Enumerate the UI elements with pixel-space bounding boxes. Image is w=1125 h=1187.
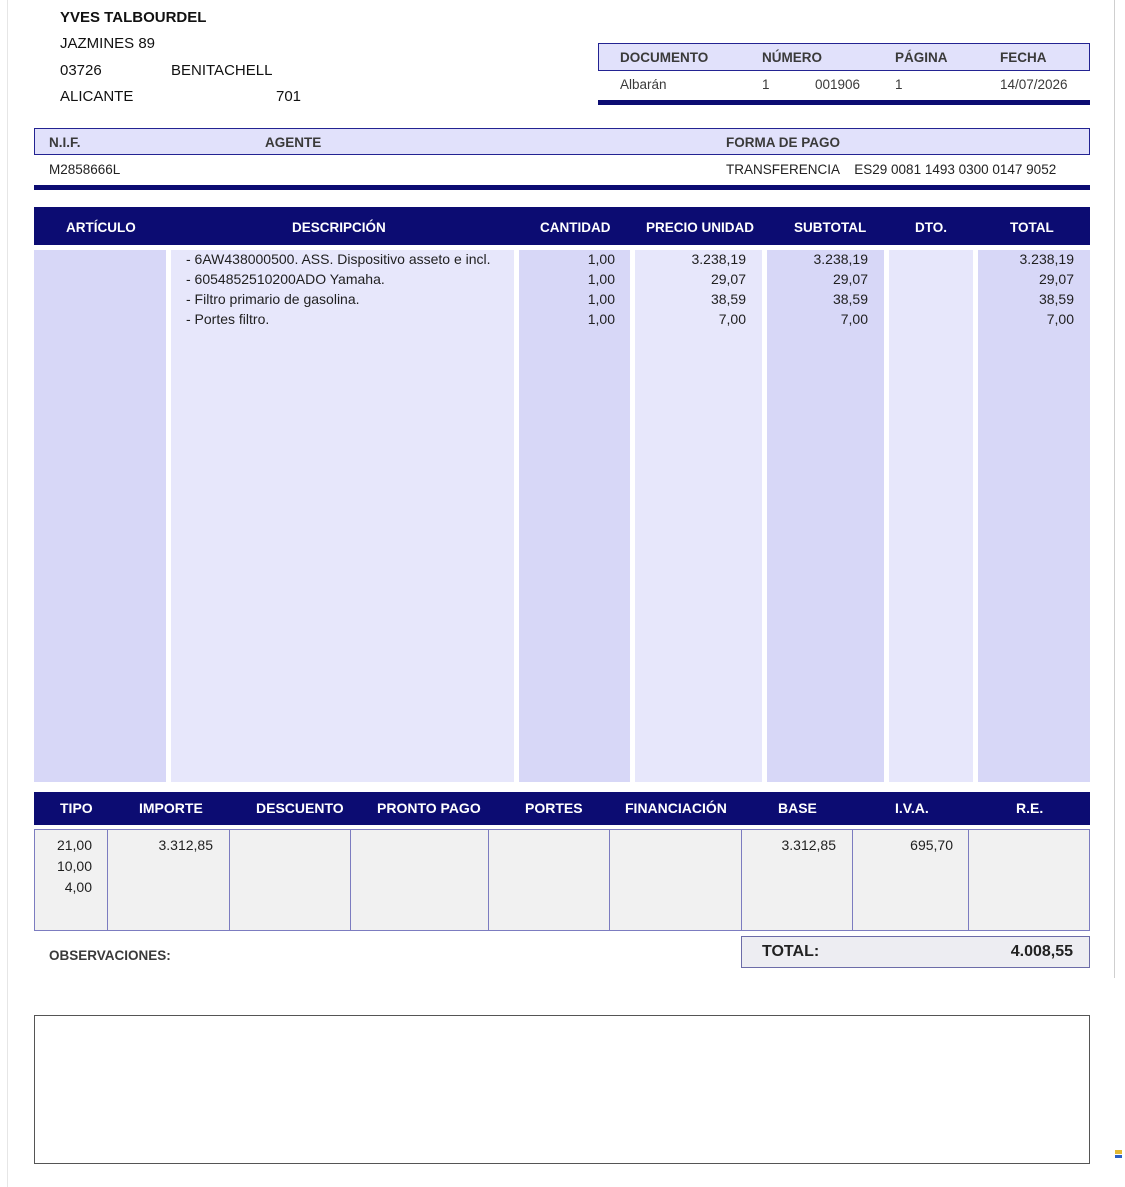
agent-header: AGENTE bbox=[265, 135, 322, 150]
tax-column-divider bbox=[229, 829, 230, 931]
col-header-article: ARTÍCULO bbox=[66, 220, 136, 235]
corner-mark bbox=[1115, 1150, 1122, 1154]
tax-header-financing: FINANCIACIÓN bbox=[625, 800, 727, 816]
document-series: 1 bbox=[762, 77, 770, 92]
tax-column-divider bbox=[350, 829, 351, 931]
item-quantity: 1,00 bbox=[587, 311, 615, 327]
item-subtotal: 7,00 bbox=[840, 311, 868, 327]
nif-value: M2858666L bbox=[49, 162, 121, 177]
item-description: - 6054852510200ADO Yamaha. bbox=[186, 271, 385, 287]
tax-column-divider bbox=[852, 829, 853, 931]
item-description: - Filtro primario de gasolina. bbox=[186, 291, 360, 307]
item-total: 3.238,19 bbox=[1019, 251, 1074, 267]
item-description: - Portes filtro. bbox=[186, 311, 270, 327]
quantity-column bbox=[519, 250, 630, 782]
page-left-border bbox=[7, 0, 8, 1187]
total-label: TOTAL: bbox=[762, 943, 820, 960]
tax-type-value: 4,00 bbox=[64, 879, 92, 895]
item-quantity: 1,00 bbox=[587, 251, 615, 267]
document-date-header: FECHA bbox=[1000, 50, 1047, 65]
tax-header-re: R.E. bbox=[1016, 800, 1044, 816]
article-column bbox=[34, 250, 166, 782]
tax-column-divider bbox=[609, 829, 610, 931]
tax-header-type: TIPO bbox=[60, 800, 93, 816]
tax-header-amount: IMPORTE bbox=[139, 800, 203, 816]
tax-header-discount: DESCUENTO bbox=[256, 800, 344, 816]
client-info-header-box bbox=[34, 128, 1090, 155]
corner-mark bbox=[1115, 1155, 1122, 1158]
item-total: 38,59 bbox=[1038, 291, 1074, 307]
observations-label: OBSERVACIONES: bbox=[49, 948, 171, 963]
discount-column bbox=[889, 250, 973, 782]
item-description: - 6AW438000500. ASS. Dispositivo asseto e incl. bbox=[186, 251, 491, 267]
payment-header: FORMA DE PAGO bbox=[726, 135, 840, 150]
item-quantity: 1,00 bbox=[587, 291, 615, 307]
col-header-discount: DTO. bbox=[915, 220, 948, 235]
tax-base-value: 3.312,85 bbox=[781, 837, 836, 853]
customer-province: ALICANTE bbox=[60, 88, 134, 105]
item-total: 7,00 bbox=[1046, 311, 1074, 327]
col-header-total: TOTAL bbox=[1010, 220, 1054, 235]
item-subtotal: 38,59 bbox=[832, 291, 868, 307]
tax-header-vat: I.V.A. bbox=[895, 800, 929, 816]
tax-type-value: 21,00 bbox=[56, 837, 92, 853]
document-number: 001906 bbox=[815, 77, 861, 92]
col-header-subtotal: SUBTOTAL bbox=[794, 220, 867, 235]
tax-header-early-payment: PRONTO PAGO bbox=[377, 800, 481, 816]
item-total: 29,07 bbox=[1038, 271, 1074, 287]
item-unit-price: 38,59 bbox=[710, 291, 746, 307]
item-unit-price: 3.238,19 bbox=[691, 251, 746, 267]
tax-column-divider bbox=[107, 829, 108, 931]
customer-name: YVES TALBOURDEL bbox=[60, 9, 207, 26]
tax-amount-value: 3.312,85 bbox=[158, 837, 213, 853]
document-page-header: PÁGINA bbox=[895, 50, 948, 65]
description-column bbox=[171, 250, 514, 782]
item-unit-price: 7,00 bbox=[718, 311, 746, 327]
observations-box bbox=[34, 1015, 1090, 1164]
payment-value: TRANSFERENCIA ES29 0081 1493 0300 0147 9052 bbox=[726, 162, 1057, 177]
col-header-unit-price: PRECIO UNIDAD bbox=[646, 220, 755, 235]
page-right-border bbox=[1114, 0, 1115, 978]
tax-header-base: BASE bbox=[778, 800, 817, 816]
client-info-divider bbox=[34, 185, 1090, 190]
tax-type-value: 10,00 bbox=[56, 858, 92, 874]
document-type: Albarán bbox=[620, 77, 667, 92]
customer-city: BENITACHELL bbox=[171, 62, 273, 79]
tax-vat-value: 695,70 bbox=[910, 837, 953, 853]
item-subtotal: 29,07 bbox=[832, 271, 868, 287]
unit-price-column bbox=[635, 250, 762, 782]
document-number-header: NÚMERO bbox=[762, 50, 822, 65]
customer-zip: 03726 bbox=[60, 62, 102, 79]
tax-column-divider bbox=[488, 829, 489, 931]
item-subtotal: 3.238,19 bbox=[813, 251, 868, 267]
subtotal-column bbox=[767, 250, 884, 782]
nif-header: N.I.F. bbox=[49, 135, 81, 150]
tax-column-divider bbox=[968, 829, 969, 931]
document-divider bbox=[598, 100, 1090, 105]
total-column bbox=[978, 250, 1090, 782]
document-page: 1 bbox=[895, 77, 903, 92]
document-date: 14/07/2026 bbox=[1000, 77, 1068, 92]
col-header-description: DESCRIPCIÓN bbox=[292, 220, 386, 235]
document-type-header: DOCUMENTO bbox=[620, 50, 709, 65]
customer-street: JAZMINES 89 bbox=[60, 35, 156, 52]
total-value: 4.008,55 bbox=[1010, 943, 1073, 960]
tax-header-shipping: PORTES bbox=[525, 800, 583, 816]
col-header-quantity: CANTIDAD bbox=[540, 220, 611, 235]
customer-code: 701 bbox=[276, 88, 302, 105]
tax-column-divider bbox=[741, 829, 742, 931]
item-unit-price: 29,07 bbox=[710, 271, 746, 287]
item-quantity: 1,00 bbox=[587, 271, 615, 287]
